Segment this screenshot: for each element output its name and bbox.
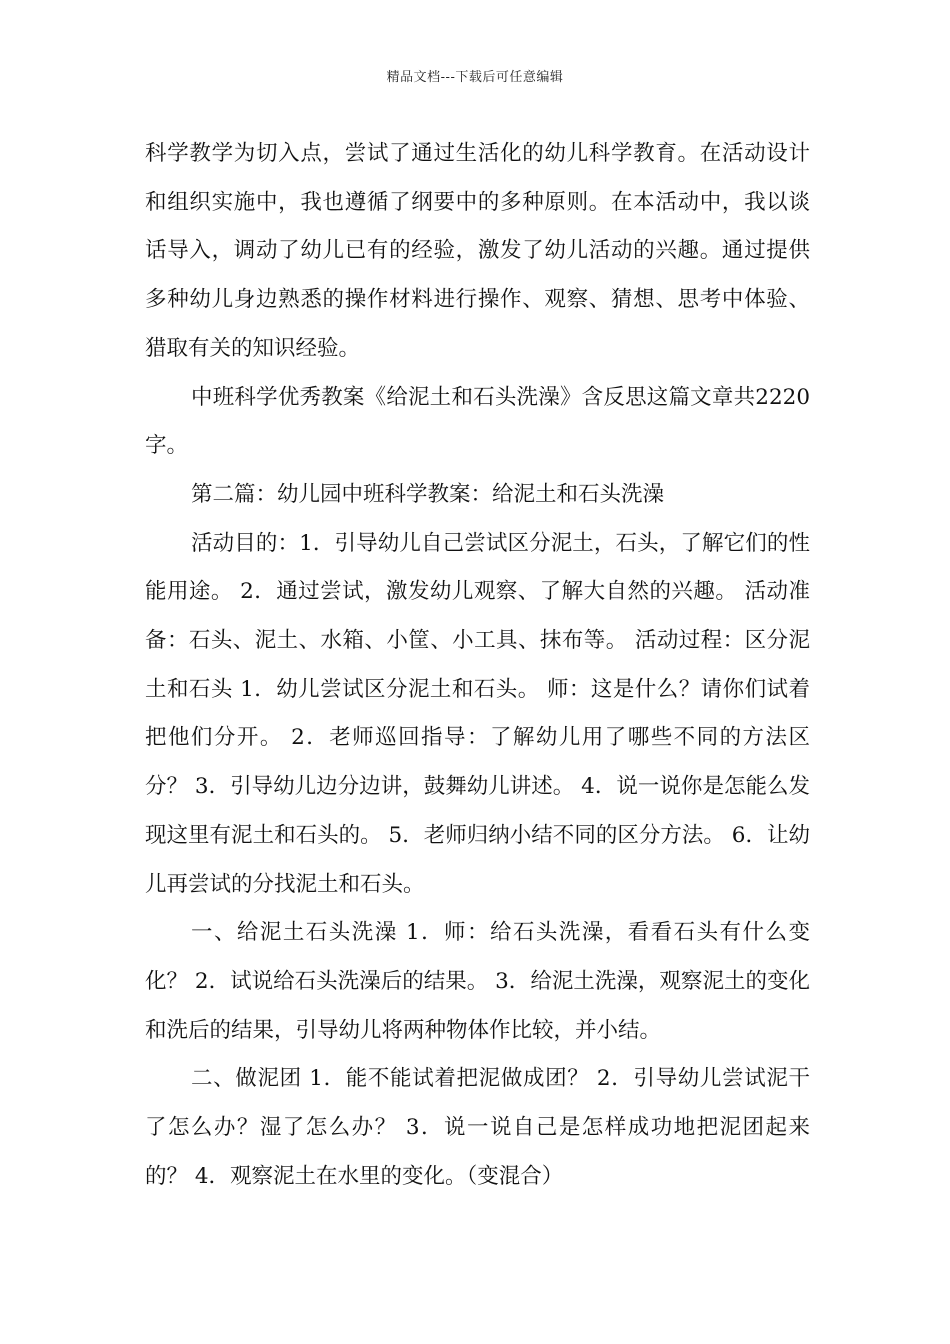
page-header: 精品文档---下载后可任意编辑	[386, 70, 564, 85]
paragraph-activity-goals: 活动目的：1．引导幼儿自己尝试区分泥土，石头，了解它们的性能用途。 2．通过尝试，激发幼儿观察、了解大自然的兴趣。 活动准备：石头、泥土、水箱、小筐、小工具、抹布等。 活动过程：区分泥土和石头 1．幼儿尝试区分泥土和石头。 师：这是什么？请你们试着把他们分开。 2．老师巡回指导：了解幼儿用了哪些不同的方法区分？ 3．引导幼儿边分边讲，鼓舞幼儿讲述。 4．说一说你是怎能么发现这里有泥土和石头的。 5．老师归纳小结不同的区分方法。 6．让幼儿再尝试的分找泥土和石头。	[145, 530, 810, 897]
paragraph-section-title: 第二篇：幼儿园中班科学教案：给泥土和石头洗澡	[191, 481, 665, 507]
paragraph-wash-mud-stones: 一、给泥土石头洗澡 1．师：给石头洗澡，看看石头有什么变化？ 2．试说给石头洗澡后的结果。 3．给泥土洗澡，观察泥土的变化和洗后的结果，引导幼儿将两种物体作比较，并小结。	[145, 920, 810, 1043]
paragraph-make-mud-ball: 二、做泥团 1．能不能试着把泥做成团？ 2．引导幼儿尝试泥干了怎么办？湿了怎么办？ 3．说一说自己是怎样成功地把泥团起来的？ 4．观察泥土在水里的变化。（变混合）	[145, 1066, 810, 1189]
paragraph-article-note: 中班科学优秀教案《给泥土和石头洗澡》含反思这篇文章共2220字。	[145, 384, 810, 459]
paragraph-continuation: 科学教学为切入点，尝试了通过生活化的幼儿科学教育。在活动设计和组织实施中，我也遵循了纲要中的多种原则。在本活动中，我以谈话导入，调动了幼儿已有的经验，激发了幼儿活动的兴趣。通过提供多种幼儿身边熟悉的操作材料进行操作、观察、猜想、思考中体验、猎取有关的知识经验。	[145, 141, 810, 361]
document-body	[145, 130, 810, 1201]
